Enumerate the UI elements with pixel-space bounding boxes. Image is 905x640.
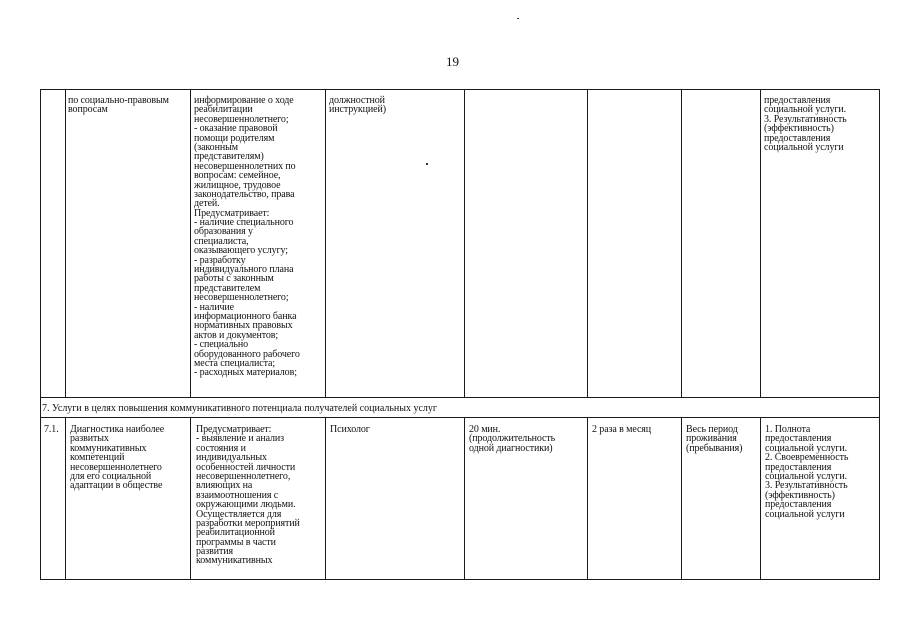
text-line: компетенций — [70, 452, 125, 464]
text-line: состояния и — [196, 442, 246, 454]
service-description-cell — [194, 96, 300, 378]
text-line: индивидуального плана — [194, 264, 294, 276]
text-line: - оказание правовой — [194, 123, 278, 135]
text-line: особенностей личности — [196, 461, 296, 473]
row-divider — [40, 417, 880, 418]
text-line: Психолог — [330, 424, 370, 435]
text-line: 2 раза в месяц — [592, 424, 652, 435]
text-line: 7.1. — [44, 424, 59, 435]
text-line: - специально — [194, 339, 248, 351]
column-divider — [190, 417, 191, 580]
text-line: нормативных правовых — [194, 320, 293, 332]
column-divider — [190, 89, 191, 398]
scan-speck — [517, 18, 519, 19]
text-line: представителям) — [194, 151, 264, 163]
text-line: реабилитационной — [196, 527, 275, 539]
frequency-cell — [592, 425, 651, 434]
text-line: программы в части — [196, 536, 276, 548]
text-line: для его социальной — [70, 470, 152, 482]
text-line: законодательство, права — [194, 188, 295, 200]
text-line: места специалиста; — [194, 357, 276, 369]
table-border-right — [879, 89, 880, 580]
text-line: развития — [196, 546, 233, 558]
text-line: 20 мин. — [469, 424, 501, 435]
text-line: (законным — [194, 141, 238, 153]
text-line: - выявление и анализ — [196, 433, 284, 445]
text-line: Предусматривает: — [194, 207, 270, 219]
period-cell — [686, 425, 742, 453]
text-line: 3. Результативность — [765, 480, 848, 492]
text-line: влияющих на — [196, 480, 253, 492]
text-line: оказывающего услугу; — [194, 245, 288, 257]
text-line: социальной услуги. — [765, 442, 848, 454]
text-line: предоставления — [764, 132, 831, 144]
column-divider — [760, 417, 761, 580]
text-line: образования у — [194, 226, 253, 238]
text-line: вопросам — [68, 104, 108, 116]
column-divider — [587, 89, 588, 398]
row-divider — [40, 397, 880, 398]
text-line: - расходных материалов; — [194, 367, 297, 379]
text-line: специалиста, — [194, 235, 249, 247]
text-line: - разработку — [194, 254, 246, 266]
text-line: (эффективность) — [764, 123, 834, 135]
text-line: социальной услуги — [764, 141, 844, 153]
table-border-left — [40, 89, 41, 580]
text-line: детей. — [194, 198, 220, 210]
scan-speck — [426, 163, 428, 165]
text-line: (эффективность) — [765, 489, 835, 501]
text-line: несовершеннолетнего; — [194, 292, 289, 304]
text-line: адаптации в обществе — [70, 480, 163, 492]
text-line: разработки мероприятий — [196, 517, 300, 529]
service-name-cell — [70, 425, 164, 491]
text-line: несовершеннолетнего, — [196, 470, 291, 482]
text-line: (продолжительность — [469, 433, 556, 445]
text-line: представителем — [194, 282, 261, 294]
service-description-cell — [196, 425, 300, 566]
text-line: актов и документов; — [194, 329, 279, 341]
text-line: одной диагностики) — [469, 442, 553, 454]
text-line: социальной услуги. — [764, 104, 847, 116]
text-line: Осуществляется для — [196, 508, 282, 520]
text-line: реабилитации — [194, 104, 253, 116]
column-divider — [587, 417, 588, 580]
text-line: работы с законным — [194, 273, 274, 285]
column-divider — [681, 89, 682, 398]
service-name-cell — [68, 96, 169, 115]
text-line: взаимоотношения с — [196, 489, 279, 501]
text-line: проживания — [686, 433, 737, 445]
table-border-bottom — [40, 579, 880, 580]
text-line: (пребывания) — [686, 442, 743, 454]
text-line: информирование о ходе — [194, 95, 294, 106]
text-line: вопросам: семейное, — [194, 170, 281, 182]
text-line: несовершеннолетних по — [194, 160, 296, 172]
text-line: социальной услуги — [765, 508, 845, 520]
text-line: несовершеннолетнего; — [194, 113, 289, 125]
text-line: Предусматривает: — [196, 424, 272, 435]
responsible-cell — [329, 96, 386, 115]
text-line: окружающими людьми. — [196, 499, 296, 511]
text-line: предоставления — [764, 95, 831, 106]
text-line: - наличие — [194, 301, 234, 313]
text-line: помощи родителям — [194, 132, 275, 144]
table-border-top — [40, 89, 880, 90]
quality-criteria-cell — [765, 425, 848, 519]
text-line: информационного банка — [194, 310, 297, 322]
text-line: коммуникативных — [70, 442, 147, 454]
text-line: Весь период — [686, 424, 738, 435]
text-line: - наличие специального — [194, 217, 294, 229]
text-line: по социально-правовым — [68, 95, 169, 106]
column-divider — [325, 89, 326, 398]
text-line: социальной услуги. — [765, 470, 848, 482]
text-line: оборудованного рабочего — [194, 348, 300, 360]
text-line: должностной — [329, 95, 385, 106]
specialist-cell — [330, 425, 370, 434]
text-line: индивидуальных — [196, 452, 267, 464]
text-line: предоставления — [765, 433, 832, 445]
column-divider — [464, 89, 465, 398]
text-line: инструкцией) — [329, 104, 386, 116]
text-line: предоставления — [765, 499, 832, 511]
text-line: предоставления — [765, 461, 832, 473]
section-heading: 7. Услуги в целях повышения коммуникативного потенциала получателей социальных услуг — [42, 403, 438, 414]
text-line: 2. Своевременность — [765, 452, 849, 464]
text-line: несовершеннолетнего — [70, 461, 162, 473]
text-line: жилищное, трудовое — [194, 179, 281, 191]
text-line: 1. Полнота — [765, 424, 811, 435]
quality-criteria-cell — [764, 96, 847, 152]
page-number: 19 — [446, 54, 459, 69]
column-divider — [325, 417, 326, 580]
column-divider — [760, 89, 761, 398]
column-divider — [65, 417, 66, 580]
text-line: Диагностика наиболее — [70, 424, 165, 435]
column-divider — [681, 417, 682, 580]
text-line: коммуникативных — [196, 555, 273, 567]
column-divider — [464, 417, 465, 580]
duration-cell — [469, 425, 555, 453]
text-line: 3. Результативность — [764, 113, 847, 125]
text-line: развитых — [70, 433, 109, 445]
column-divider — [65, 89, 66, 398]
row-number-cell — [44, 425, 59, 434]
